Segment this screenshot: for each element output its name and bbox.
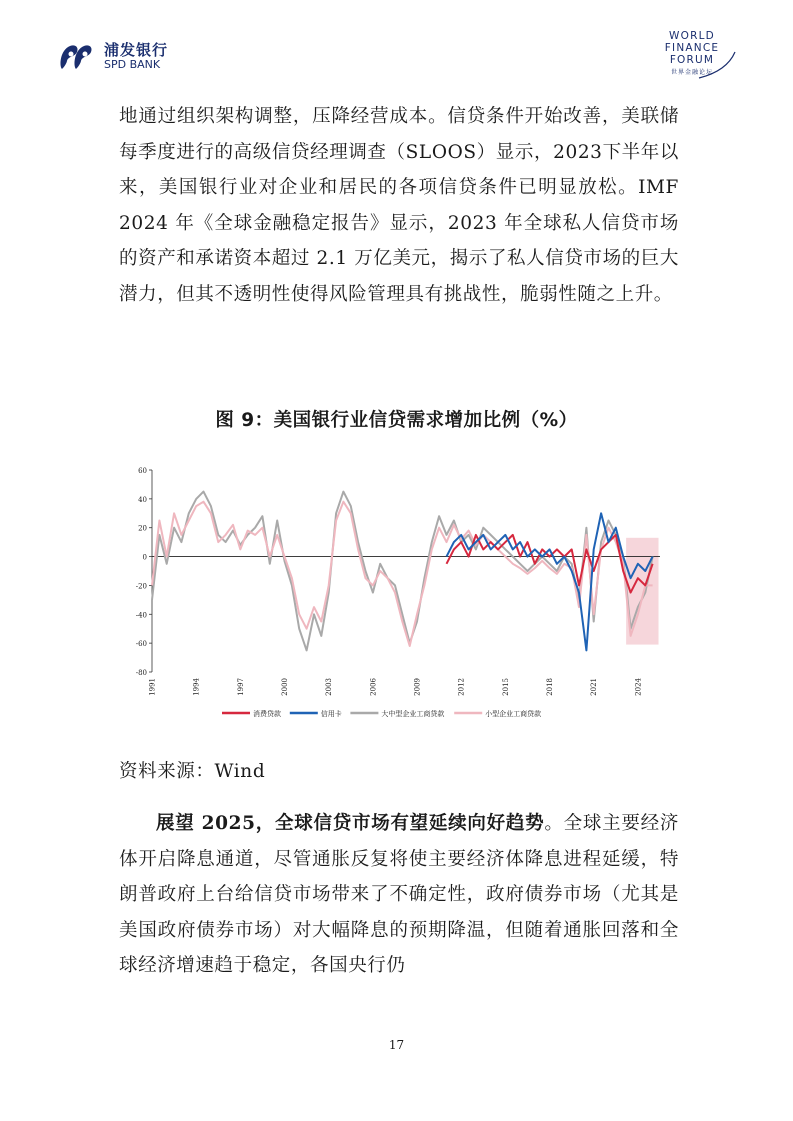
x-tick-label: 2003 bbox=[325, 678, 334, 696]
x-tick-label: 2012 bbox=[457, 678, 466, 696]
spd-logo-cn: 浦发银行 bbox=[104, 41, 169, 60]
x-tick-label: 2021 bbox=[590, 678, 599, 696]
x-tick-label: 2000 bbox=[281, 678, 290, 696]
x-tick-label: 2018 bbox=[546, 678, 555, 696]
page-header bbox=[0, 0, 793, 100]
y-tick-label: -80 bbox=[135, 669, 147, 677]
x-tick-label: 2024 bbox=[634, 678, 643, 696]
x-tick-label: 2006 bbox=[369, 678, 378, 696]
outlook-lead: 展望 2025，全球信贷市场有望延续向好趋势 bbox=[156, 813, 545, 834]
legend-label: 信用卡 bbox=[320, 710, 342, 718]
spd-bank-logo bbox=[58, 42, 168, 72]
paragraph-outlook bbox=[119, 806, 679, 984]
legend-label: 大中型企业工商贷款 bbox=[381, 710, 445, 718]
paragraph-credit-conditions: 地通过组织架构调整，压降经营成本。信贷条件开始改善，美联储每季度进行的高级信贷经理调查（SLOOS）显示，2023下半年以来，美国银行业对企业和居民的各项信贷条件已明显放松。IMF 2024 年《全球金融稳定报告》显示，2023 年全球私人信贷市场的资产和承诺资本超过 2.1 万亿美元，揭示了私人信贷市场的巨大潜力，但其不透明性使得风险管理具有挑战性，脆弱性随之上升。 bbox=[119, 106, 679, 305]
series-line-3 bbox=[447, 513, 653, 650]
legend-label: 消费贷款 bbox=[253, 710, 281, 718]
x-tick-label: 1997 bbox=[236, 678, 245, 696]
series-line-0 bbox=[152, 492, 653, 651]
figure-title: 图 9：美国银行业信贷需求增加比例（%） bbox=[215, 410, 578, 431]
world-finance-forum-logo bbox=[647, 30, 737, 76]
credit-demand-chart bbox=[130, 458, 670, 733]
x-tick-label: 2015 bbox=[501, 678, 510, 696]
figure-source: 资料来源：Wind bbox=[119, 761, 266, 782]
y-tick-label: -60 bbox=[135, 640, 147, 649]
spd-logo-icon bbox=[58, 42, 98, 72]
y-tick-label: 20 bbox=[138, 524, 147, 533]
spd-logo-en: SPD BANK bbox=[104, 58, 161, 72]
x-tick-label: 1994 bbox=[192, 678, 201, 696]
wff-line-3: FORUM bbox=[669, 54, 715, 66]
page-number: 17 bbox=[388, 1038, 405, 1052]
outlook-body: 。全球主要经济体开启降息通道，尽管通胀反复将使主要经济体降息进程延缓，特朗普政府上台给信贷市场带来了不确定性，政府债券市场（尤其是美国政府债券市场）对大幅降息的预期降温，但随着通胀回落和全球经济增速趋于稳定，各国央行仍 bbox=[119, 813, 680, 976]
legend-label: 小型企业工商贷款 bbox=[485, 710, 542, 718]
x-tick-label: 1991 bbox=[148, 678, 157, 696]
y-tick-label: -40 bbox=[135, 611, 147, 620]
wff-line-2: FINANCE bbox=[664, 42, 720, 54]
wff-line-1: WORLD bbox=[669, 30, 715, 42]
y-tick-label: 40 bbox=[138, 495, 147, 504]
wff-swoosh-icon bbox=[697, 50, 737, 80]
wff-sub: 世界金融论坛 bbox=[670, 69, 713, 76]
y-tick-label: 0 bbox=[142, 553, 147, 562]
y-tick-label: 60 bbox=[138, 467, 147, 475]
y-tick-label: -20 bbox=[135, 582, 147, 591]
x-tick-label: 2009 bbox=[413, 678, 422, 696]
